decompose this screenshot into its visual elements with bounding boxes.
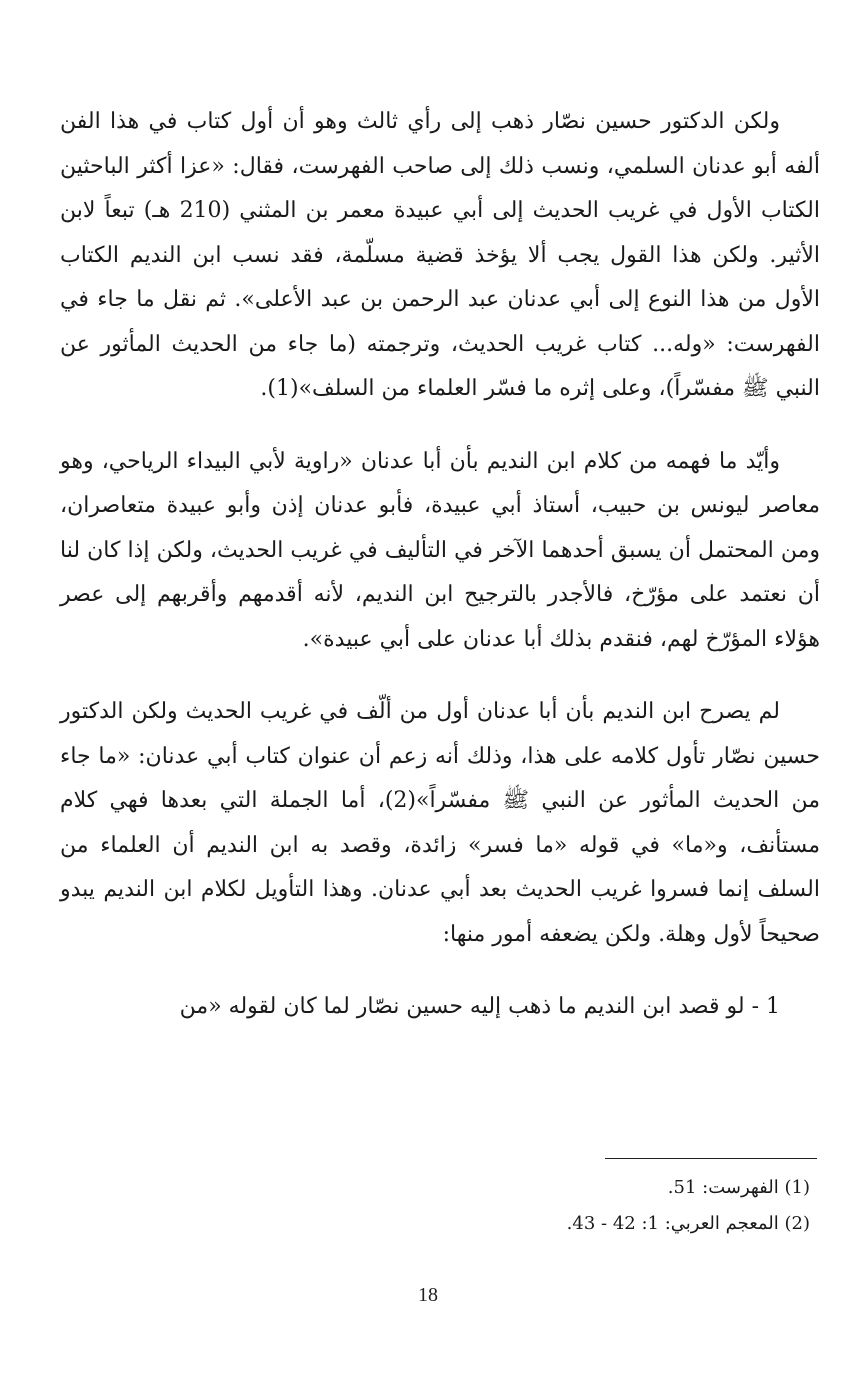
paragraph-4: 1 - لو قصد ابن النديم ما ذهب إليه حسين نصّار لما كان لقوله «من xyxy=(179,994,780,1019)
paragraph-2: وأيّد ما فهمه من كلام ابن النديم بأن أبا عدنان «راوية لأبي البيداء الرياحي، وهو معاصر ليونس بن حبيب، أستاذ أبي عبيدة، فأبو عدنان إذن وأبو عبيدة متعاصران، ومن المحتمل أن يسبق أحدهما الآخر في التأليف في غريب الحديث، ولكن إذا كان لنا أن نعتمد على مؤرّخ، فالأجدر بالترجيح ابن النديم، لأنه أقدمهم وأقربهم إلى عصر هؤلاء المؤرّخ لهم، فنقدم بذلك أبا عدنان على أبي عبيدة». xyxy=(60,448,820,652)
footnote-divider xyxy=(605,1158,817,1159)
footnote-2: (2) المعجم العربي: 1: 42 - 43. xyxy=(566,1213,810,1234)
paragraph-1: ولكن الدكتور حسين نصّار ذهب إلى رأي ثالث وهو أن أول كتاب في هذا الفن ألفه أبو عدنان السلمي، ونسب ذلك إلى صاحب الفهرست، فقال: «عزا أكثر الباحثين الكتاب الأول في غريب الحديث إلى أبي عبيدة معمر بن المثني (210 هـ) تبعاً لابن الأثير. ولكن هذا القول يجب ألا يؤخذ قضية مسلّمة، فقد نسب ابن النديم الكتاب الأول من هذا النوع إلى أبي عدنان عبد الرحمن بن عبد الأعلى». ثم نقل ما جاء في الفهرست: «وله... كتاب غريب الحديث، وترجمته (ما جاء من الحديث المأثور عن النبي ﷺ مفسّراً)، وعلى إثره ما فسّر العلماء من السلف»(1). xyxy=(60,109,820,401)
page-number: 18 xyxy=(418,1284,438,1306)
footnote-1: (1) الفهرست: 51. xyxy=(667,1177,810,1198)
main-text xyxy=(60,100,820,1058)
footnotes xyxy=(310,1170,810,1242)
paragraph-3: لم يصرح ابن النديم بأن أبا عدنان أول من ألّف في غريب الحديث ولكن الدكتور حسين نصّار تأول كلامه على هذا، وذلك أنه زعم أن عنوان كتاب أبي عدنان: «ما جاء من الحديث المأثور عن النبي ﷺ مفسّراً»(2)، أما الجملة التي بعدها فهي كلام مستأنف، و«ما» في قوله «ما فسر» زائدة، وقصد به ابن النديم أن العلماء من السلف إنما فسروا غريب الحديث بعد أبي عدنان. وهذا التأويل لكلام ابن النديم يبدو صحيحاً لأول وهلة. ولكن يضعفه أمور منها: xyxy=(60,699,821,947)
